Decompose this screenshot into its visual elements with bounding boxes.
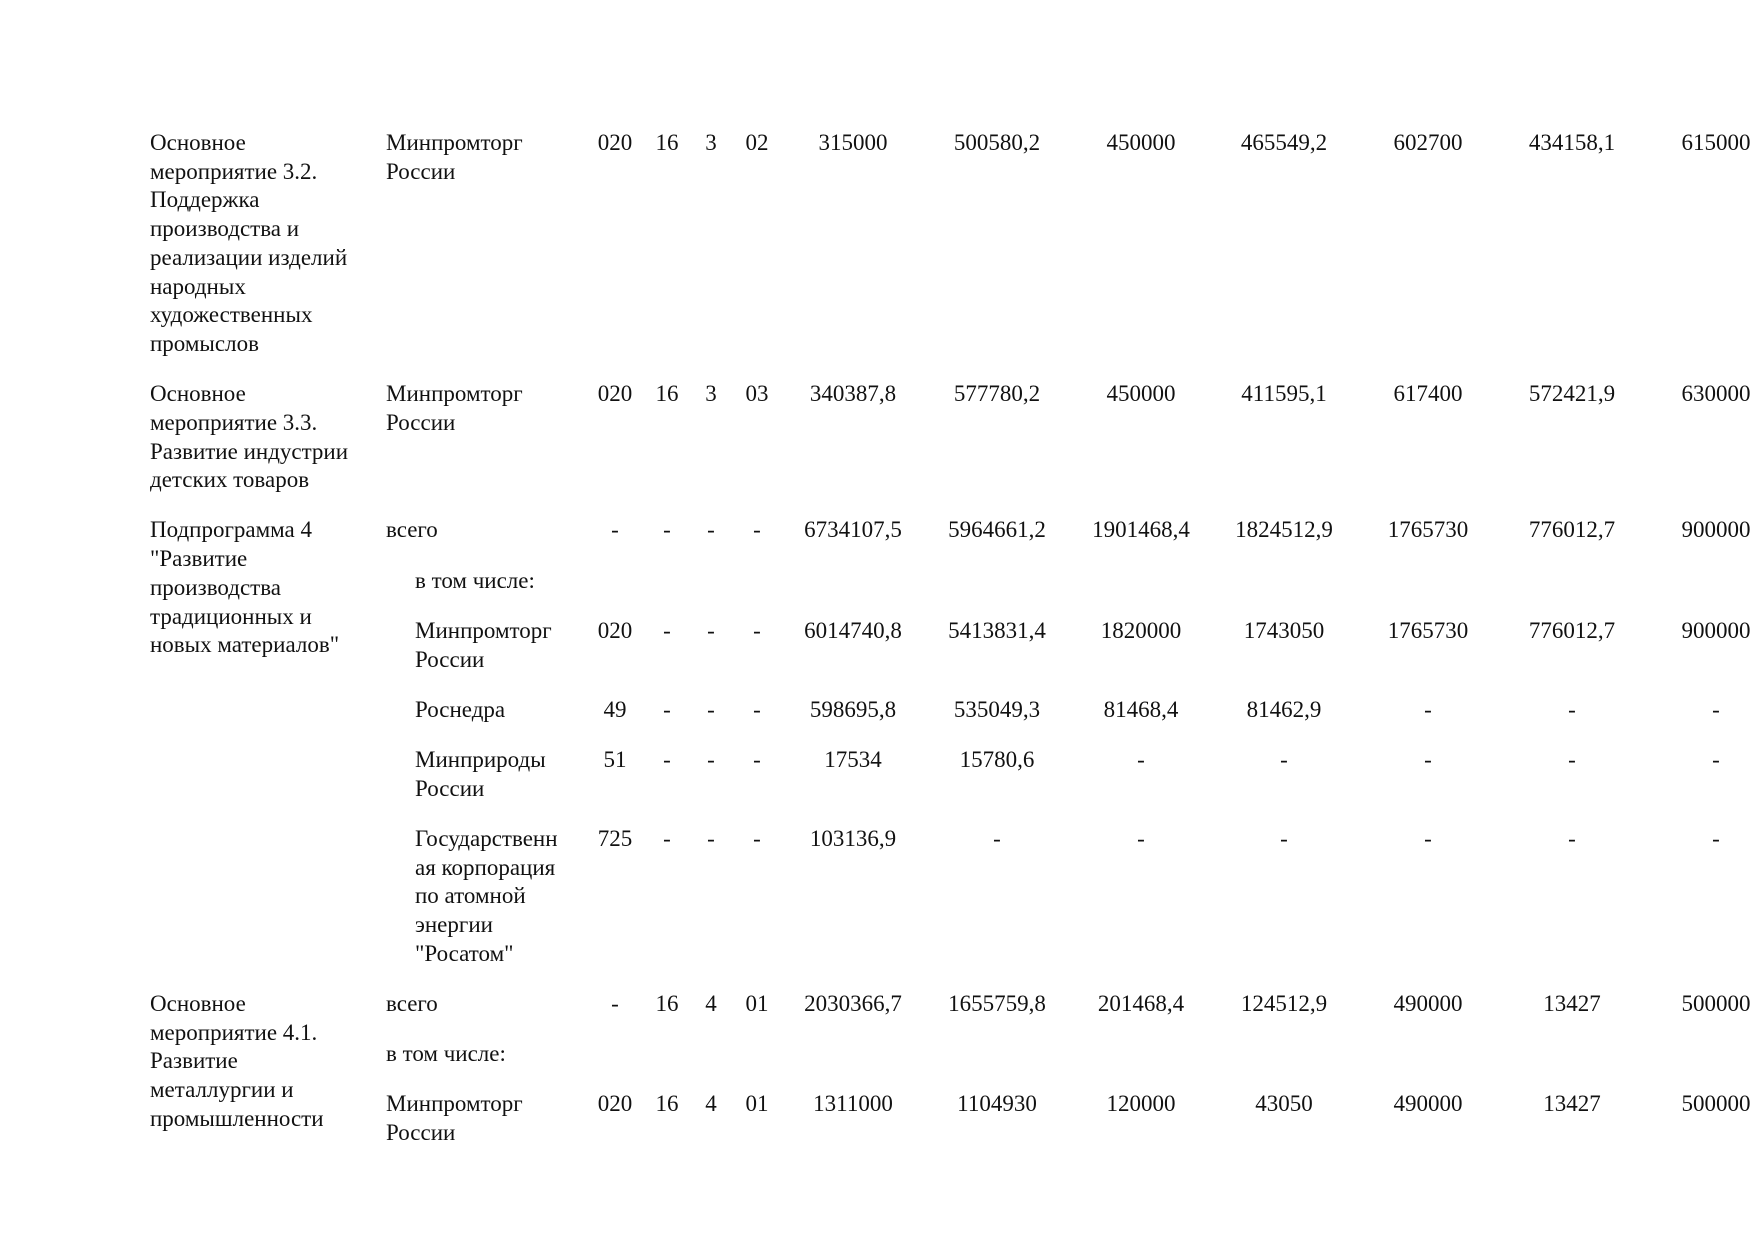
amount-cell: 124512,9 [1240, 990, 1328, 1016]
amount-cell: 776012,7 [1528, 617, 1616, 643]
executor-sub: в том числе: [415, 567, 535, 593]
code-cell: - [663, 825, 671, 851]
amount-cell: - [1280, 746, 1288, 772]
amount-cell: - [1424, 696, 1432, 722]
amount-cell: 1765730 [1387, 517, 1469, 543]
executor: Минпромторг России [386, 1091, 523, 1145]
program-name: Подпрограмма 4 "Развитие производства традиционных и новых материалов" [150, 517, 340, 658]
code-cell: 3 [705, 381, 717, 407]
amount-cell: 1820000 [1100, 617, 1182, 643]
amount-cell: 900000 [1681, 517, 1751, 543]
code-cell: 020 [597, 381, 633, 407]
code-cell: 16 [655, 1091, 679, 1117]
amount-cell: 490000 [1393, 1091, 1463, 1117]
amount-cell: 617400 [1393, 381, 1463, 407]
code-cell: 020 [597, 130, 633, 155]
code-cell: 01 [745, 990, 769, 1016]
amount-cell: 465549,2 [1240, 130, 1328, 155]
code-cell: 020 [597, 617, 633, 643]
code-cell: 02 [745, 130, 769, 155]
amount-cell: 1765730 [1387, 617, 1469, 643]
amount-cell: 81462,9 [1246, 696, 1322, 722]
code-cell: 4 [705, 1091, 717, 1117]
code-cell: - [663, 617, 671, 643]
code-cell: 3 [705, 130, 717, 155]
code-cell: 16 [655, 990, 679, 1016]
amount-cell: 2030366,7 [804, 990, 902, 1016]
code-cell: 16 [655, 130, 679, 155]
amount-cell: - [1568, 696, 1576, 722]
executor: Минпромторг России [386, 381, 523, 435]
amount-cell: 577780,2 [953, 381, 1041, 407]
amount-cell: 630000 [1681, 381, 1751, 407]
program-name: Основное мероприятие 3.2. Поддержка производства и реализации изделий народных художественных промыслов [150, 130, 348, 356]
amount-cell: 1104930 [957, 1091, 1037, 1117]
amount-cell: 1901468,4 [1092, 517, 1190, 543]
amount-cell: 602700 [1393, 130, 1463, 155]
amount-cell: - [993, 825, 1001, 851]
amount-cell: - [1424, 825, 1432, 851]
amount-cell: 500000 [1681, 990, 1751, 1016]
code-cell: 01 [745, 1091, 769, 1117]
code-cell: - [611, 990, 619, 1016]
amount-cell: 315000 [818, 130, 888, 155]
code-cell: 49 [603, 696, 627, 722]
amount-cell: 5413831,4 [948, 617, 1046, 643]
executor-sub: Минприроды России [415, 746, 546, 801]
executor-sub: Роснедра [415, 696, 506, 722]
code-cell: - [753, 696, 761, 722]
amount-cell: 6014740,8 [804, 617, 902, 643]
code-cell: - [663, 696, 671, 722]
code-cell: - [753, 617, 761, 643]
amount-cell: - [1137, 825, 1145, 851]
amount-cell: 201468,4 [1097, 990, 1185, 1016]
amount-cell: 1824512,9 [1235, 517, 1333, 543]
amount-cell: 13427 [1543, 1091, 1601, 1117]
amount-cell: 500000 [1681, 1091, 1751, 1117]
amount-cell: 572421,9 [1528, 381, 1616, 407]
code-cell: 4 [705, 990, 717, 1016]
amount-cell: 103136,9 [809, 825, 897, 851]
amount-cell: 43050 [1255, 1091, 1313, 1117]
executor-sub: Минпромторг России [415, 617, 552, 672]
code-cell: 16 [655, 381, 679, 407]
amount-cell: 5964661,2 [948, 517, 1046, 543]
amount-cell: 1655759,8 [948, 990, 1046, 1016]
code-cell: 03 [745, 381, 769, 407]
amount-cell: 411595,1 [1241, 381, 1327, 407]
code-cell: - [707, 746, 715, 772]
amount-cell: - [1712, 696, 1720, 722]
amount-cell: 535049,3 [953, 696, 1041, 722]
amount-cell: 17534 [824, 746, 882, 772]
amount-cell: - [1568, 746, 1576, 772]
code-cell: - [707, 517, 715, 543]
code-cell: - [611, 517, 619, 543]
amount-cell: 490000 [1393, 990, 1463, 1016]
amount-cell: 500580,2 [953, 130, 1041, 155]
amount-cell: 1311000 [813, 1091, 893, 1117]
amount-cell: 13427 [1543, 990, 1601, 1016]
amount-cell: 1743050 [1243, 617, 1325, 643]
code-cell: - [753, 746, 761, 772]
amount-cell: 450000 [1106, 130, 1176, 155]
amount-cell: 340387,8 [809, 381, 897, 407]
amount-cell: 15780,6 [959, 746, 1035, 772]
program-name: Основное мероприятие 3.3. Развитие индустрии детских товаров [150, 381, 349, 493]
amount-cell: 81468,4 [1103, 696, 1179, 722]
executor: всего [386, 990, 438, 1016]
executor: всего [386, 517, 438, 543]
amount-cell: - [1137, 746, 1145, 772]
executor-sub: Государственн ая корпорация по атомной энергии "Росатом" [415, 825, 558, 966]
amount-cell: 120000 [1106, 1091, 1176, 1117]
program-name: Основное мероприятие 4.1. Развитие металлургии и промышленности [150, 990, 324, 1131]
amount-cell: 6734107,5 [804, 517, 902, 543]
code-cell: - [663, 517, 671, 543]
executor: Минпромторг России [386, 130, 523, 184]
code-cell: - [663, 746, 671, 772]
amount-cell: 598695,8 [809, 696, 897, 722]
amount-cell: 615000 [1681, 130, 1751, 155]
amount-cell: 434158,1 [1528, 130, 1616, 155]
amount-cell: - [1712, 746, 1720, 772]
code-cell: - [707, 617, 715, 643]
amount-cell: - [1424, 746, 1432, 772]
amount-cell: - [1568, 825, 1576, 851]
amount-cell: 776012,7 [1528, 517, 1616, 543]
amount-cell: 450000 [1106, 381, 1176, 407]
amount-cell: - [1712, 825, 1720, 851]
code-cell: - [753, 825, 761, 851]
code-cell: 51 [603, 746, 627, 772]
executor: в том числе: [386, 1041, 506, 1066]
code-cell: - [753, 517, 761, 543]
code-cell: - [707, 696, 715, 722]
code-cell: 725 [597, 825, 633, 851]
code-cell: 020 [597, 1091, 633, 1117]
amount-cell: 900000 [1681, 617, 1751, 643]
amount-cell: - [1280, 825, 1288, 851]
code-cell: - [707, 825, 715, 851]
